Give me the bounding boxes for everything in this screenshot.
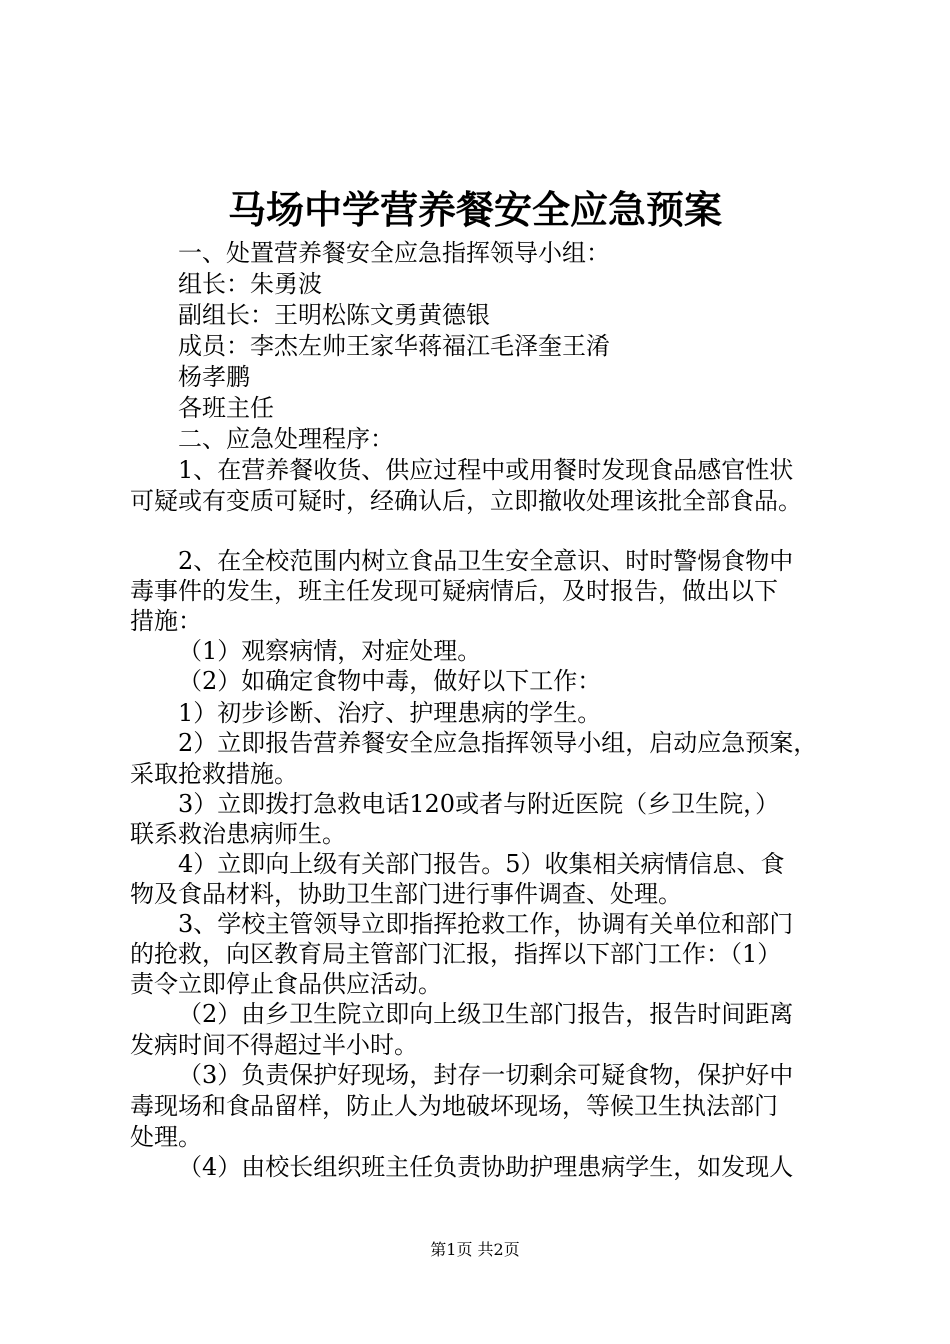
text-line: 二、应急处理程序：: [178, 425, 394, 453]
document-title: 马场中学营养餐安全应急预案: [227, 187, 722, 232]
text-line: 毒事件的发生，班主任发现可疑病情后，及时报告，做出以下: [130, 577, 778, 605]
text-line: 组长：朱勇波: [178, 270, 322, 298]
text-line: 处理。: [130, 1123, 202, 1151]
text-line: 采取抢救措施。: [130, 760, 298, 788]
text-line: 杨孝鹏: [178, 363, 250, 391]
text-line: 1、在营养餐收货、供应过程中或用餐时发现食品感官性状: [178, 456, 794, 484]
text-line: 可疑或有变质可疑时，经确认后，立即撤收处理该批全部食品。: [130, 487, 802, 515]
text-line: 副组长：王明松陈文勇黄德银: [178, 301, 490, 329]
text-line: （2）由乡卫生院立即向上级卫生部门报告，报告时间距离: [178, 1000, 794, 1028]
text-line: 各班主任: [178, 394, 274, 422]
text-line: 成员：李杰左帅王家华蒋福江毛泽奎王淆: [178, 332, 610, 360]
text-line: 物及食品材料，协助卫生部门进行事件调查、处理。: [130, 880, 682, 908]
text-line: 联系救治患病师生。: [130, 820, 346, 848]
text-line: 2）立即报告营养餐安全应急指挥领导小组，启动应急预案，: [178, 729, 818, 757]
text-line: 发病时间不得超过半小时。: [130, 1031, 418, 1059]
text-line: 4）立即向上级有关部门报告。5）收集相关病情信息、食: [178, 850, 785, 878]
text-line: 一、处置营养餐安全应急指挥领导小组：: [178, 239, 610, 267]
text-line: （4）由校长组织班主任负责协助护理患病学生，如发现人: [178, 1153, 794, 1181]
text-line: 的抢救，向区教育局主管部门汇报，指挥以下部门工作：（1）: [130, 940, 782, 968]
text-line: 措施：: [130, 607, 202, 635]
text-line: 3）立即拨打急救电话120或者与附近医院（乡卫生院，）: [178, 790, 780, 818]
text-line: 1）初步诊断、治疗、护理患病的学生。: [178, 699, 602, 727]
text-line: （1）观察病情，对症处理。: [178, 637, 482, 665]
text-line: （2）如确定食物中毒，做好以下工作：: [178, 667, 602, 695]
text-line: （3）负责保护好现场，封存一切剩余可疑食物，保护好中: [178, 1061, 794, 1089]
text-line: 2、在全校范围内树立食品卫生安全意识、时时警惕食物中: [178, 547, 794, 575]
text-line: 3、学校主管领导立即指挥抢救工作，协调有关单位和部门: [178, 910, 794, 938]
text-line: 责令立即停止食品供应活动。: [130, 970, 442, 998]
page-number-footer: 第1页 共2页: [430, 1240, 520, 1259]
text-line: 毒现场和食品留样，防止人为地破坏现场，等候卫生执法部门: [130, 1092, 778, 1120]
